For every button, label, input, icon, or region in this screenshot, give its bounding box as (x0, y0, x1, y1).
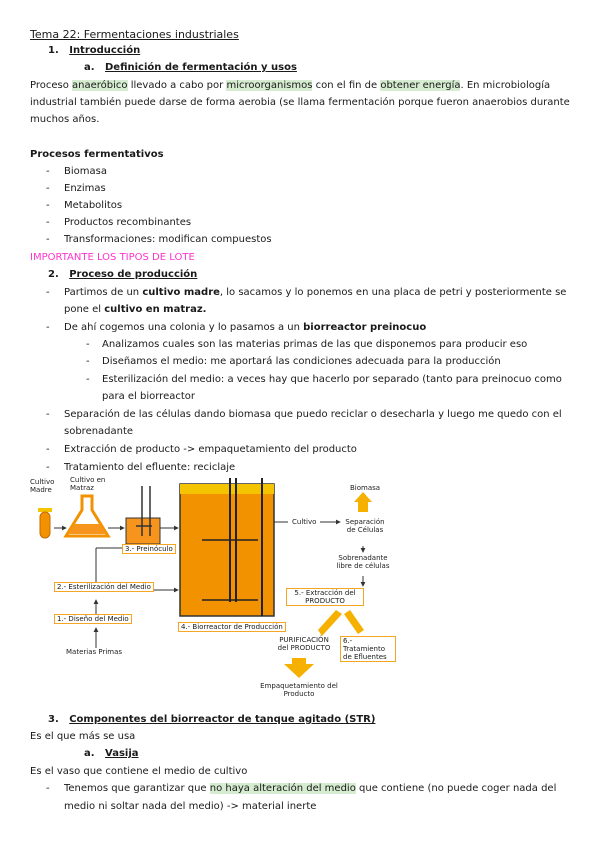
prod-item-1 (64, 286, 566, 299)
section-3a-heading (84, 747, 139, 760)
section-1-heading (48, 44, 140, 57)
bullet-dash: - (46, 409, 50, 420)
down-left-arrow-icon (318, 610, 342, 636)
procesos-heading: Procesos fermentativos (30, 149, 164, 160)
label-purificacion: PURIFICACIÓN del PRODUCTO (277, 636, 331, 652)
bullet-dash: - (46, 217, 50, 228)
bold-text: biorreactor preinocuo (303, 322, 427, 333)
subsection-number: a. (84, 62, 95, 73)
prod-item-4: Extracción de producto -> empaquetamiento del producto (64, 444, 357, 455)
prod-item-5: Tratamiento del efluente: reciclaje (64, 462, 236, 473)
section-label: Introducción (69, 45, 141, 56)
section-label: Proceso de producción (69, 269, 198, 280)
label-sobrenadante: Sobrenadante libre de células (336, 554, 390, 570)
text: llevado a cabo por (127, 80, 227, 91)
bullet-dash: - (46, 166, 50, 177)
text: que contiene (no puede coger nada del (355, 783, 557, 794)
up-arrow-icon (354, 492, 372, 512)
vasija-item (64, 782, 556, 795)
label-cultivo: Cultivo (292, 518, 317, 526)
sub-bullet-dash: - (86, 374, 90, 385)
list-item: Enzimas (64, 183, 106, 194)
highlight: microorganismos (226, 80, 313, 91)
section-number: 2. (48, 269, 59, 280)
text: Proceso (30, 80, 73, 91)
prod-item-3: Separación de las células dando biomasa que puedo reciclar o desecharla y luego me quedo con el (64, 409, 562, 420)
page-title: Tema 22: Fermentaciones industriales (30, 28, 239, 41)
label-biorreactor: 4.- Biorreactor de Producción (178, 622, 286, 632)
test-tube-icon (38, 508, 52, 538)
prod-item-2 (64, 321, 426, 334)
text: De ahí cogemos una colonia y lo pasamos a un (64, 322, 304, 333)
prod-item-1-cont (64, 303, 206, 316)
list-item: Transformaciones: modifican compuestos (64, 234, 272, 245)
section-number: 3. (48, 714, 59, 725)
vasija-item-cont: medio ni soltar nada del medio) -> material inerte (64, 801, 317, 812)
subsection-number: a. (84, 748, 95, 759)
label-separacion: Separación de Células (345, 518, 385, 534)
highlight: no haya alteración del medio (209, 783, 356, 794)
s3-text: Es el que más se usa (30, 731, 136, 742)
section-number: 1. (48, 45, 59, 56)
prod-subitem: Esterilización del medio: a veces hay que hacerlo por separado (tanto para preinocuo como (102, 374, 562, 385)
text: Partimos de un (64, 287, 143, 298)
bold-text: cultivo madre (142, 287, 220, 298)
process-diagram (30, 478, 410, 708)
bold-text: cultivo en matraz. (104, 304, 207, 315)
bullet-dash: - (46, 462, 50, 473)
sub-bullet-dash: - (86, 356, 90, 367)
label-extraccion: 5.- Extracción del PRODUCTO (286, 588, 364, 606)
bullet-dash: - (46, 322, 50, 333)
vasija-text: Es el vaso que contiene el medio de cultivo (30, 766, 248, 777)
label-biomasa: Biomasa (350, 484, 381, 492)
text: . En microbiología (460, 80, 551, 91)
highlight: anaeróbico (72, 80, 128, 91)
prod-subitem: Diseñamos el medio: me aportará las condiciones adecuada para la producción (102, 356, 501, 367)
label-materias: Materias Primas (66, 648, 123, 656)
bullet-dash: - (46, 183, 50, 194)
subsection-label: Vasija (105, 748, 139, 759)
section-2-heading (48, 268, 197, 281)
prod-subitem-cont: para el biorreactor (102, 391, 196, 402)
bullet-dash: - (46, 287, 50, 298)
label-tratamiento: 6.- Tratamiento de Efluentes (340, 636, 396, 662)
section-label: Componentes del biorreactor de tanque agitado (STR) (69, 714, 376, 725)
sub-bullet-dash: - (86, 339, 90, 350)
text: , lo sacamos y lo ponemos en una placa de petri y posteriormente se (219, 287, 567, 298)
section-1a-heading (84, 61, 297, 74)
list-item: Metabolitos (64, 200, 123, 211)
list-item: Biomasa (64, 166, 107, 177)
bullet-dash: - (46, 783, 50, 794)
label-esterilizacion: 2.- Esterilización del Medio (54, 582, 154, 592)
highlight: obtener energía (380, 80, 461, 91)
bullet-dash: - (46, 200, 50, 211)
intro-line-1 (30, 79, 550, 92)
label-cultivo-madre: Cultivo Madre (30, 478, 55, 494)
text: con el fin de (312, 80, 381, 91)
label-empaquetamiento: Empaquetamiento del Producto (260, 682, 338, 698)
bioreactor-tank-icon (180, 478, 274, 616)
prod-item-3-cont: sobrenadante (64, 426, 134, 437)
section-3-heading (48, 713, 375, 726)
label-cultivo-matraz: Cultivo en Matraz (70, 476, 106, 492)
list-item: Productos recombinantes (64, 217, 192, 228)
intro-line-3: muchos años. (30, 114, 100, 125)
bullet-dash: - (46, 444, 50, 455)
text: Tenemos que garantizar que (64, 783, 210, 794)
down-right-arrow-icon (344, 610, 364, 634)
subsection-label: Definición de fermentación y usos (105, 62, 297, 73)
importante-note: IMPORTANTE LOS TIPOS DE LOTE (30, 252, 195, 263)
bullet-dash: - (46, 234, 50, 245)
intro-line-2: industrial también puede darse de forma aerobia (se llama fermentación porque fueron anaerobios durante (30, 97, 570, 108)
preinoculo-tank-icon (126, 486, 160, 544)
prod-subitem: Analizamos cuales son las materias primas de las que disponemos para producir eso (102, 339, 528, 350)
down-arrow-icon (284, 658, 314, 678)
flask-icon (66, 496, 108, 536)
label-diseno: 1.- Diseño del Medio (54, 614, 132, 624)
text: pone el (64, 304, 105, 315)
label-preinoculo: 3.- Preinóculo (122, 544, 176, 554)
